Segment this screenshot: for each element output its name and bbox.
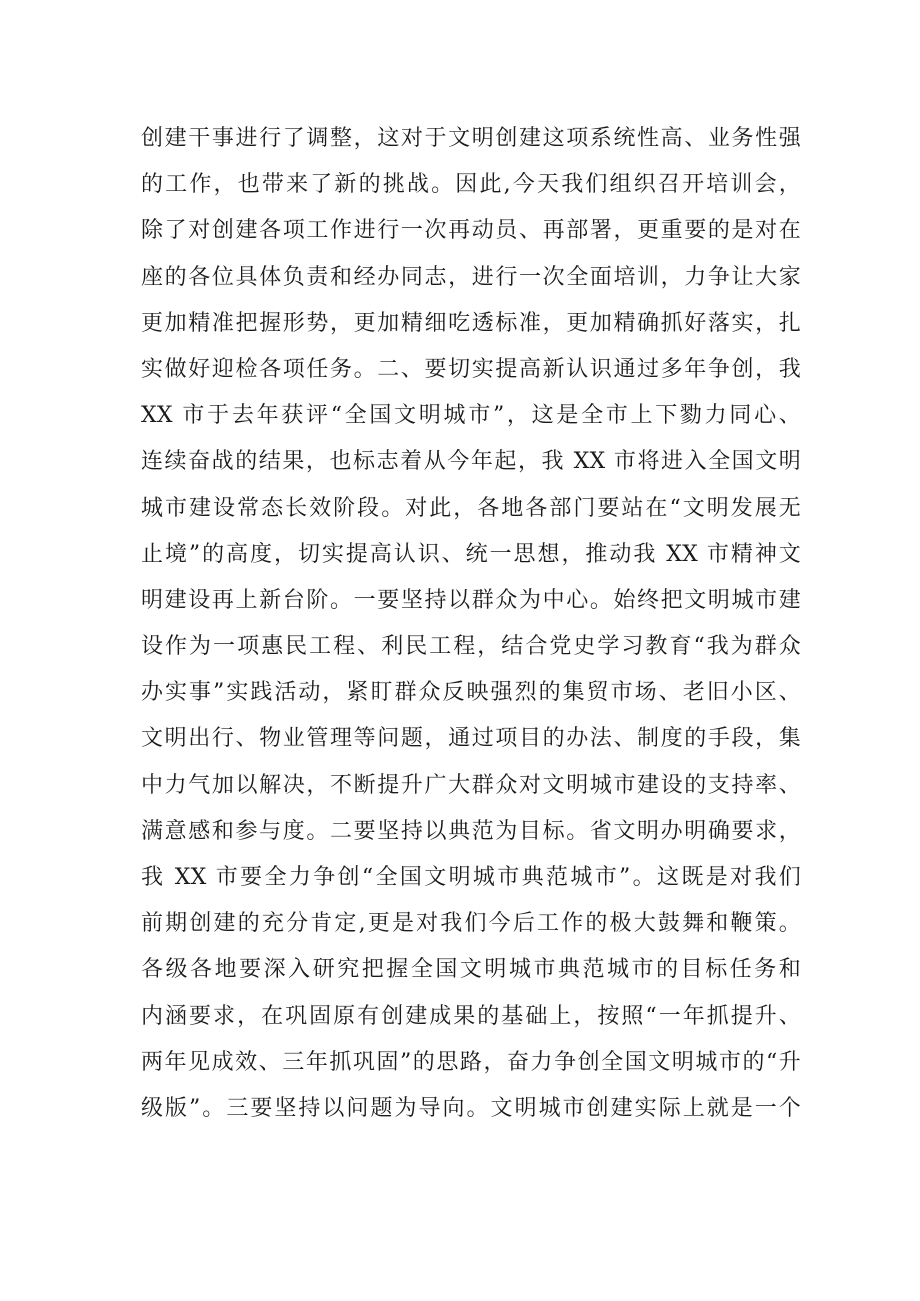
text-line: 内涵要求，在巩固原有创建成果的基础上，按照“一年抓提升、 — [141, 1003, 801, 1029]
text-line: 创建干事进行了调整，这对于文明创建这项系统性高、业务性强 — [141, 126, 801, 151]
text-line: 级版”。三要坚持以问题为导向。文明城市创建实际上就是一个 — [141, 1095, 801, 1121]
text-line: 座的各位具体负责和经办同志，进行一次全面培训，力争让大家 — [141, 264, 801, 290]
body-text — [141, 116, 801, 1132]
text-line: 中力气加以解决，不断提升广大群众对文明城市建设的支持率、 — [141, 772, 801, 798]
text-line: 前期创建的充分肯定,更是对我们今后工作的极大鼓舞和鞭策。 — [141, 911, 801, 937]
text-line: 两年见成效、三年抓巩固”的思路，奋力争创全国文明城市的“升 — [141, 1049, 801, 1075]
text-line: 办实事”实践活动，紧盯群众反映强烈的集贸市场、老旧小区、 — [141, 680, 801, 706]
text-line: 设作为一项惠民工程、利民工程，结合党史学习教育“我为群众 — [141, 634, 801, 660]
text-line: 更加精准把握形势，更加精细吃透标准，更加精确抓好落实，扎 — [141, 310, 801, 336]
text-line: 止境”的高度，切实提高认识、统一思想，推动我 XX 市精神文 — [141, 541, 801, 567]
text-line: 城市建设常态长效阶段。对此，各地各部门要站在“文明发展无 — [141, 495, 801, 521]
text-line: 各级各地要深入研究把握全国文明城市典范城市的目标任务和 — [141, 957, 801, 983]
text-line: 实做好迎检各项任务。二、要切实提高新认识通过多年争创，我 — [141, 356, 801, 382]
text-line: 除了对创建各项工作进行一次再动员、再部署，更重要的是对在 — [141, 218, 801, 244]
text-line: XX 市于去年获评“全国文明城市”，这是全市上下勠力同心、 — [141, 403, 801, 429]
text-line: 文明出行、物业管理等问题，通过项目的办法、制度的手段，集 — [141, 726, 801, 752]
text-line: 明建设再上新台阶。一要坚持以群众为中心。始终把文明城市建 — [141, 587, 801, 613]
text-line: 连续奋战的结果，也标志着从今年起，我 XX 市将进入全国文明 — [141, 449, 801, 475]
text-line: 我 XX 市要全力争创“全国文明城市典范城市”。这既是对我们 — [141, 865, 801, 890]
text-line: 满意感和参与度。二要坚持以典范为目标。省文明办明确要求， — [141, 818, 801, 844]
text-line: 的工作，也带来了新的挑战。因此,今天我们组织召开培训会， — [141, 172, 801, 198]
